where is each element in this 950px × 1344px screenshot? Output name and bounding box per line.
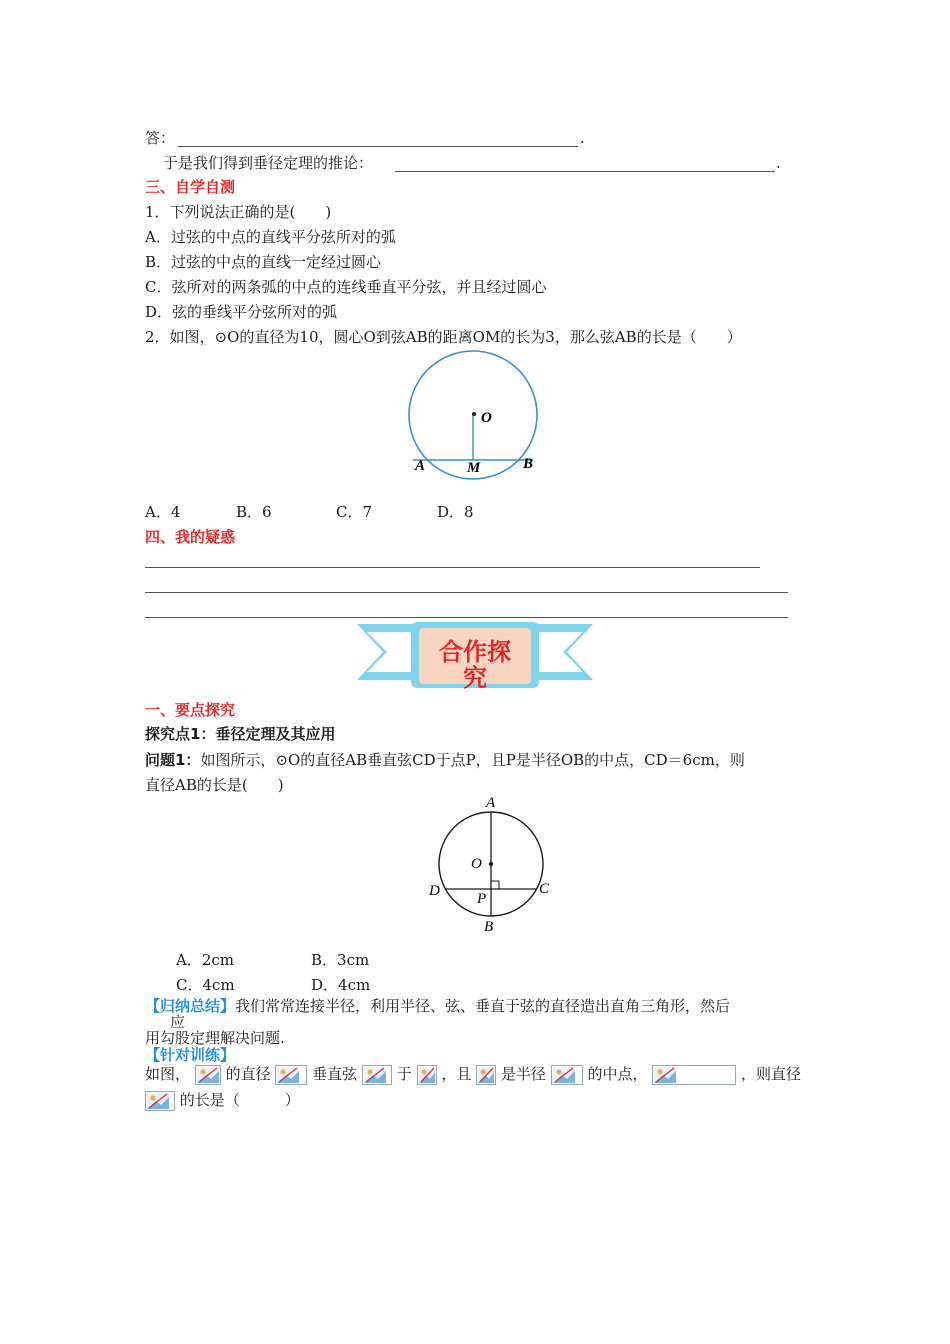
q2-option-b: B．6 <box>236 503 272 521</box>
p1-label-a: A <box>486 795 496 811</box>
training-text-8: ，则直径 <box>741 1065 802 1083</box>
q2-option-a: A．4 <box>145 503 181 521</box>
q1-option-c: C．弦所对的两条弧的中点的连线垂直平分弦，并且经过圆心 <box>145 278 547 296</box>
training-text-7: 的中点， <box>587 1065 648 1083</box>
q1-option-b: B．过弦的中点的直线一定经过圆心 <box>145 253 382 271</box>
training-text-2: 的直径 <box>225 1065 271 1083</box>
corollary-blank-line[interactable] <box>395 171 775 172</box>
answer-blank-line[interactable] <box>178 146 578 147</box>
p1-option-c: C．4cm <box>176 976 235 994</box>
summary-line2: 用勾股定理解决问题. <box>145 1029 285 1047</box>
p1-label-p: P <box>477 891 487 907</box>
summary-text: 我们常常连接半径，利用半径、弦、垂直于弦的直径造出直角三角形，然后 <box>235 997 731 1015</box>
section3-heading: 三、自学自测 <box>145 178 236 196</box>
point-title: 探究点1：垂径定理及其应用 <box>145 725 336 743</box>
training-text-5: ，且 <box>441 1065 472 1083</box>
problem-line1 <box>145 750 745 770</box>
p1-label-c: C <box>539 881 550 897</box>
banner-text-line1: 合作探 <box>439 638 511 666</box>
training-text-3: 垂直弦 <box>312 1065 358 1083</box>
broken-image-icon <box>275 1065 307 1085</box>
training-text-9: 的长是（ ） <box>179 1091 300 1109</box>
q2-stem: 2．如图，⊙O的直径为10，圆心O到弦AB的距离OM的长为3，那么弦AB的长是（ ） <box>145 328 742 346</box>
broken-image-icon <box>417 1065 437 1085</box>
summary-line1 <box>145 996 730 1016</box>
broken-image-icon <box>145 1091 175 1111</box>
q2-label-b: B <box>523 456 534 472</box>
training-text-6: 是半径 <box>500 1065 546 1083</box>
broken-image-icon <box>476 1065 496 1085</box>
training-label: 【针对训练】 <box>145 1046 236 1064</box>
cooperation-banner <box>355 620 595 692</box>
p1-center-point <box>489 862 493 866</box>
q2-option-c: C．7 <box>336 503 373 521</box>
doubt-line-2[interactable] <box>145 592 788 593</box>
problem-line2: 直径AB的长是( ) <box>145 776 284 794</box>
training-text-4: 于 <box>396 1065 412 1083</box>
broken-image-icon <box>652 1065 736 1085</box>
answer-prefix: 答： <box>145 129 176 147</box>
p1-label-o: O <box>471 856 482 872</box>
corollary-end: . <box>776 154 781 172</box>
problem-label: 问题1： <box>145 751 201 769</box>
p1-option-d: D．4cm <box>311 976 371 994</box>
doubt-line-1[interactable] <box>145 567 760 568</box>
corollary-text: 于是我们得到垂径定理的推论： <box>163 154 374 172</box>
part1-heading: 一、要点探究 <box>145 701 236 719</box>
banner-left-tail-inner <box>367 632 415 672</box>
p1-option-b: B．3cm <box>311 951 370 969</box>
q2-label-o: O <box>481 410 492 426</box>
p1-option-a: A．2cm <box>176 951 235 969</box>
q1-stem: 1．下列说法正确的是( ) <box>145 203 332 221</box>
q2-option-d: D．8 <box>437 503 474 521</box>
section4-heading: 四、我的疑惑 <box>145 528 236 546</box>
q1-option-a: A．过弦的中点的直线平分弦所对的弧 <box>145 228 396 246</box>
doubt-line-3[interactable] <box>145 617 788 618</box>
broken-image-icon <box>551 1065 583 1085</box>
summary-floating-char: 应 <box>170 1013 186 1031</box>
q2-label-m: M <box>467 460 481 476</box>
p1-right-angle-mark <box>491 881 499 889</box>
summary-label: 【归纳总结】 <box>145 997 236 1015</box>
training-text-1: 如图， <box>145 1065 191 1083</box>
problem-text-1: 如图所示，⊙O的直径AB垂直弦CD于点P，且P是半径OB的中点，CD＝6cm，则 <box>200 751 745 769</box>
q1-option-d: D．弦的垂线平分弦所对的弧 <box>145 303 338 321</box>
p1-label-d: D <box>429 883 440 899</box>
training-line1 <box>145 1064 801 1085</box>
banner-text-line2: 究 <box>463 664 487 692</box>
q2-label-a: A <box>415 458 426 474</box>
broken-image-icon <box>195 1065 221 1085</box>
answer-end: . <box>580 129 585 147</box>
q2-circle-figure <box>400 345 550 480</box>
q2-center-point <box>472 412 476 416</box>
banner-right-tail-inner <box>535 632 583 672</box>
problem1-circle-figure <box>420 790 560 940</box>
training-line2 <box>145 1090 300 1111</box>
p1-label-b: B <box>484 919 494 935</box>
broken-image-icon <box>362 1065 392 1085</box>
